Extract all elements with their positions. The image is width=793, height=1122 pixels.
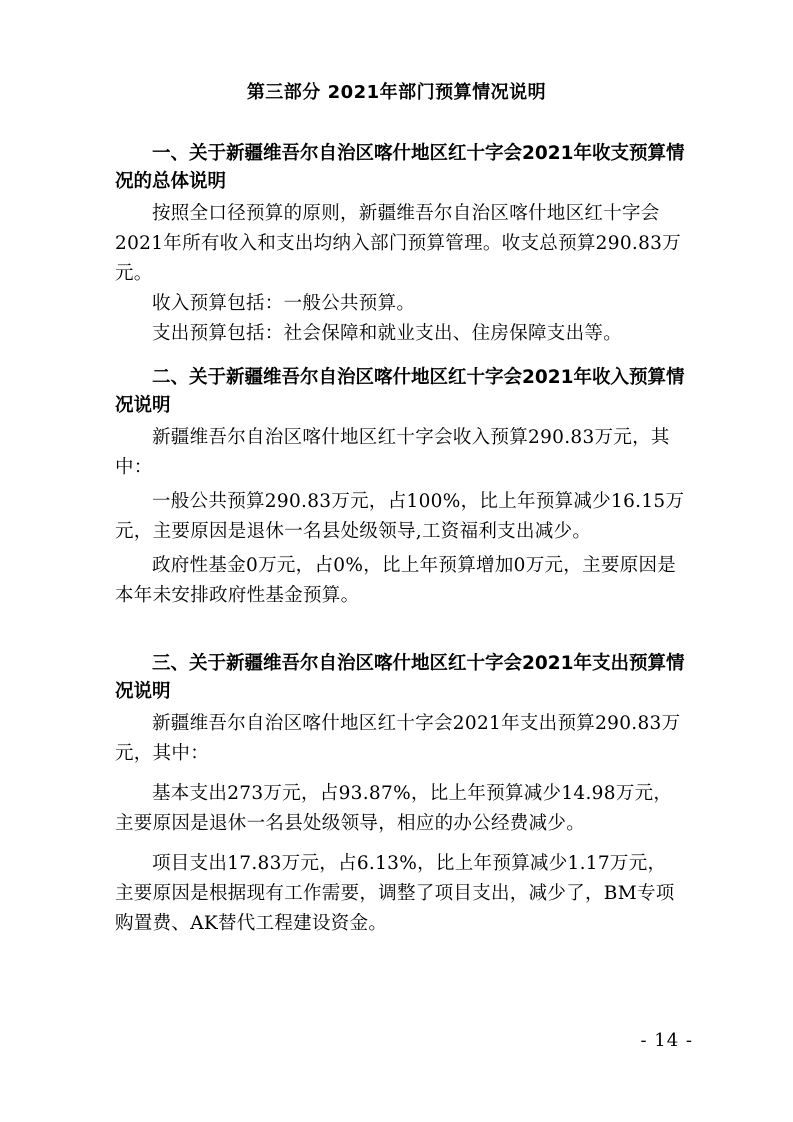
section-1-heading: 一、关于新疆维吾尔自治区喀什地区红十字会2021年收支预算情况的总体说明 (115, 143, 685, 192)
section-2 (115, 364, 685, 611)
section-3-paragraph-1: 新疆维吾尔自治区喀什地区红十字会2021年支出预算290.83万元，其中： (115, 713, 681, 764)
section-2-heading: 二、关于新疆维吾尔自治区喀什地区红十字会2021年收入预算情况说明 (115, 367, 685, 416)
section-2-paragraph-3: 政府性基金0万元，占0%，比上年预算增加0万元，主要原因是本年未安排政府性基金预算。 (115, 555, 677, 606)
section-1-paragraph-3: 支出预算包括：社会保障和就业支出、住房保障支出等。 (152, 323, 623, 344)
page-title: 第三部分 2021年部门预算情况说明 (246, 82, 547, 103)
section-2-paragraph-2: 一般公共预算290.83万元，占100%，比上年预算减少16.15万元，主要原因是退休一名县处级领导,工资福利支出减少。 (115, 491, 685, 542)
section-3 (115, 650, 685, 939)
section-3-heading: 三、关于新疆维吾尔自治区喀什地区红十字会2021年支出预算情况说明 (115, 653, 685, 702)
section-3-paragraph-2: 基本支出273万元，占93.87%，比上年预算减少14.98万元，主要原因是退休一名县处级领导，相应的办公经费减少。 (115, 783, 673, 834)
section-2-paragraph-1: 新疆维吾尔自治区喀什地区红十字会收入预算290.83万元，其中： (115, 427, 670, 478)
section-1-paragraph-1: 按照全口径预算的原则，新疆维吾尔自治区喀什地区红十字会2021年所有收入和支出均纳入部门预算管理。收支总预算290.83万元。 (115, 203, 682, 284)
section-3-paragraph-3: 项目支出17.83万元，占6.13%，比上年预算减少1.17万元，主要原因是根据现有工作需要，调整了项目支出，减少了，BM专项购置费、AK替代工程建设资金。 (115, 853, 675, 934)
page-number: - 14 - (640, 1030, 693, 1051)
section-1 (115, 140, 685, 349)
section-1-paragraph-2: 收入预算包括：一般公共预算。 (152, 293, 416, 314)
